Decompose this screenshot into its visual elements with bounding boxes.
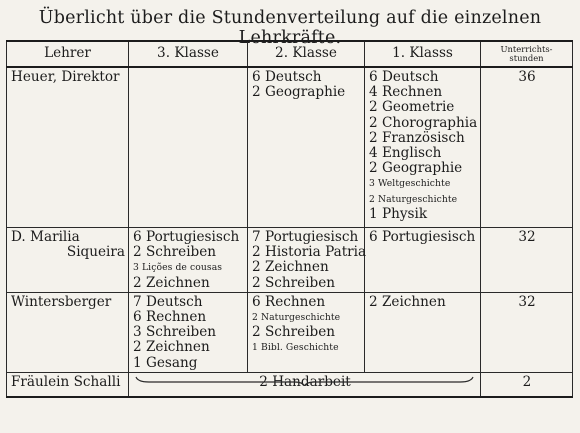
- header-klasse-1: 1. Klasss: [365, 41, 481, 67]
- teacher-cell: [7, 292, 129, 372]
- curly-brace: [135, 376, 474, 386]
- subject-entry: 2 Naturgeschichte: [369, 193, 458, 205]
- subject-entry: 7 Portugiesisch: [252, 229, 359, 245]
- subject-entry: 1 Gesang: [133, 354, 198, 371]
- klasse-1-cell: [365, 228, 481, 293]
- subject-entry: 6 Portugiesisch: [369, 229, 476, 245]
- klasse-3-cell: [129, 292, 248, 372]
- subject-entry: 2 Geographie: [369, 160, 463, 177]
- hours-cell: 32: [481, 228, 573, 293]
- subject-entry: 6 Deutsch: [369, 69, 439, 85]
- header-unterrichtsstunden: [481, 41, 573, 67]
- subject-entry: 4 Rechnen: [369, 84, 443, 101]
- klasse-2-cell: [248, 228, 365, 293]
- table-row: [7, 67, 573, 228]
- subject-entry: 2 Naturgeschichte: [252, 312, 341, 324]
- hours-cell: 2: [481, 372, 573, 397]
- teacher-cell: [7, 372, 129, 397]
- teacher-name: Fräulein Schalli: [11, 373, 121, 390]
- subject-entry: 2 Chorographia: [369, 114, 478, 131]
- table-row: [7, 292, 573, 372]
- schedule-table: [6, 40, 573, 398]
- klasse-1-cell: [365, 292, 481, 372]
- subject-entry: 2 Historia Patria: [252, 244, 367, 261]
- teacher-cell: [7, 67, 129, 228]
- subject-entry: 6 Rechnen: [133, 309, 207, 326]
- table-row: [7, 228, 573, 293]
- hours-cell: 36: [481, 67, 573, 228]
- header-lehrer: Lehrer: [7, 41, 129, 67]
- klasse-3-cell: [129, 67, 248, 228]
- subject-entry: 3 Lições de cousas: [133, 262, 223, 274]
- header-klasse-2: 2. Klasse: [248, 41, 365, 67]
- subject-entry: 2 Schreiben: [252, 324, 336, 341]
- klasse-2-cell: [248, 292, 365, 372]
- subject-entry: 4 Englisch: [369, 145, 442, 162]
- subject-entry: 2 Französisch: [369, 129, 465, 146]
- klasse-2-cell: [248, 67, 365, 228]
- subject-entry: 2 Zeichnen: [252, 259, 329, 276]
- subject-entry: 2 Zeichnen: [133, 339, 210, 356]
- handarbeit-label: 2 Handarbeit: [259, 373, 351, 390]
- hours-cell: 32: [481, 292, 573, 372]
- subject-entry: 2 Zeichnen: [369, 293, 446, 310]
- teacher-cell: [7, 228, 129, 293]
- subject-entry: 2 Geographie: [252, 84, 346, 101]
- page-title: Überlicht über die Stundenverteilung auf die einzelnen Lehrkräfte.: [38, 8, 542, 48]
- subject-entry: 6 Deutsch: [252, 69, 322, 85]
- table-row: [7, 372, 573, 397]
- subject-entry: 2 Schreiben: [133, 244, 217, 261]
- header-klasse-3: 3. Klasse: [129, 41, 248, 67]
- teacher-name: Siqueira: [66, 244, 125, 261]
- subject-entry: 7 Deutsch: [133, 293, 203, 310]
- teacher-name: Wintersberger: [11, 293, 112, 310]
- subject-entry: 1 Physik: [369, 205, 428, 222]
- subject-entry: 1 Bibl. Geschichte: [252, 342, 339, 354]
- header-hours-line: Unterrichts-: [500, 44, 553, 54]
- subject-entry: 3 Schreiben: [133, 324, 217, 341]
- subject-entry: 6 Portugiesisch: [133, 229, 240, 245]
- subject-entry: 6 Rechnen: [252, 293, 326, 310]
- handarbeit-span-cell: [129, 372, 481, 397]
- teacher-name: D. Marilia: [11, 229, 80, 245]
- header-row: [7, 41, 573, 67]
- subject-entry: 3 Weltgeschichte: [369, 178, 451, 190]
- subject-entry: 2 Geometrie: [369, 99, 455, 116]
- klasse-1-cell: [365, 67, 481, 228]
- klasse-3-cell: [129, 228, 248, 293]
- header-hours-line: stunden: [509, 53, 544, 63]
- subject-entry: 2 Zeichnen: [133, 274, 210, 291]
- teacher-name: Heuer, Direktor: [11, 69, 120, 85]
- subject-entry: 2 Schreiben: [252, 274, 336, 291]
